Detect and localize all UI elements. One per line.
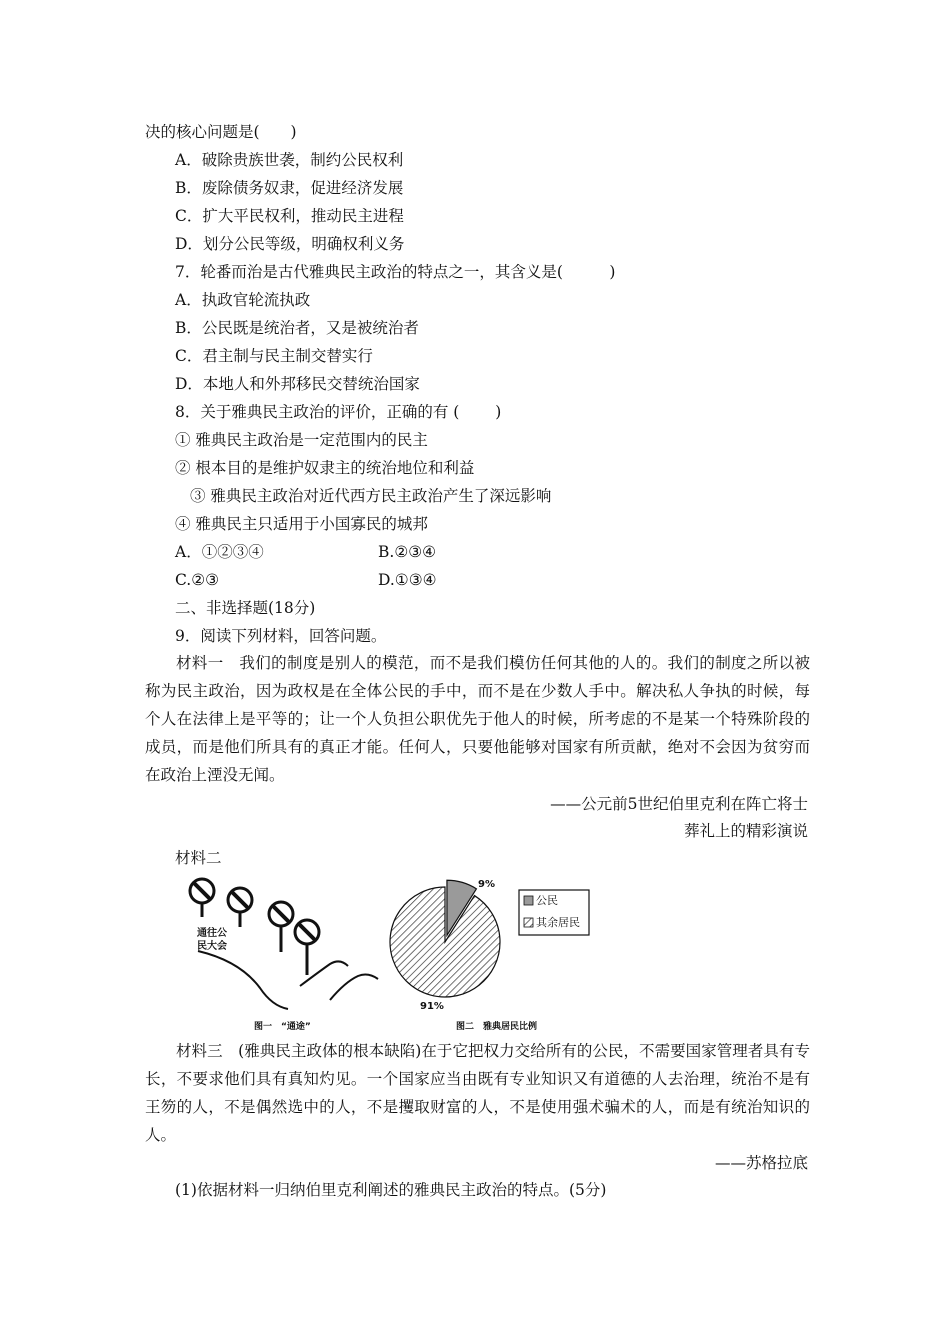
section-heading: 二、非选择题(18分) [175,599,316,617]
fig1-sign-text-line-2: 民大会 [197,941,227,952]
fig2-pie-chart [390,880,500,997]
question-6-option-a: A．破除贵族世袭，制约公民权利 [175,151,404,169]
question-8-option-d: D.①③④ [378,571,437,589]
question-8-statement-2: ② 根本目的是维护奴隶主的统治地位和利益 [175,459,475,477]
question-8-option-c: C.②③ [175,571,220,589]
question-6-option-c: C．扩大平民权利，推动民主进程 [175,207,404,225]
question-7-stem: 7．轮番而治是古代雅典民主政治的特点之一，其含义是( ) [175,263,616,281]
question-9-stem: 9．阅读下列材料，回答问题。 [175,627,387,645]
pie-label-others: 91% [420,1001,444,1012]
legend-label-citizens: 公民 [536,894,558,907]
fig2-caption: 图二 雅典居民比例 [456,1022,538,1032]
signpost-1 [190,879,214,917]
question-8-statement-3: ③ 雅典民主政治对近代西方民主政治产生了深远影响 [190,487,552,505]
question-8-option-a: A．①②③④ [175,543,264,561]
question-6-option-d: D．划分公民等级，明确权利义务 [175,235,405,253]
question-9-part-1: (1)依据材料一归纳伯里克利阐述的雅典民主政治的特点。(5分) [175,1181,607,1199]
question-7-option-c: C．君主制与民主制交替实行 [175,347,373,365]
pie-slice-others [390,887,500,997]
question-8-statement-1: ① 雅典民主政治是一定范围内的民主 [175,431,428,449]
question-7-option-a: A．执政官轮流执政 [175,291,311,309]
pie-label-citizens: 9% [478,879,495,890]
legend-swatch-others [524,918,533,927]
signpost-4 [295,920,319,975]
material-1-source-line-2: 葬礼上的精彩演说 [683,822,808,840]
material-3-paragraph: 材料三 (雅典民主政体的根本缺陷)在于它把权力交给所有的公民，不需要国家管理者具有专长，不要求他们具有真知灼见。一个国家应当由既有专业知识又有道德的人去治理，统治不是有王笏的人，不是偶然选中的人，不是攫取财富的人，不是使用强术骗术的人，而是有统治知识的人。 [145,1042,810,1144]
material-2-label: 材料二 [175,849,222,867]
question-7-option-d: D．本地人和外邦移民交替统治国家 [175,375,420,393]
material-1-source-line-1: ——公元前5世纪伯里克利在阵亡将士 [550,795,808,813]
question-8-option-b: B.②③④ [378,543,437,561]
signpost-3 [269,902,293,952]
material-2-figures [180,866,610,1038]
question-7-option-b: B．公民既是统治者，又是被统治者 [175,319,419,337]
fig2-legend [519,890,589,935]
legend-swatch-citizens [524,896,533,905]
fig1-caption: 图一 “通途” [254,1022,311,1032]
material-1-paragraph: 材料一 我们的制度是别人的模范，而不是我们模仿任何其他的人的。我们的制度之所以被称为民主政治，因为政权是在全体公民的手中，而不是在少数人手中。解决私人争执的时候，每个人在法律上是平等的；让一个人负担公职优先于他人的时候，所考虑的不是某一个特殊阶段的成员，而是他们所具有的真正才能。任何人，只要他能够对国家有所贡献，绝对不会因为贫穷而在政治上湮没无闻。 [145,654,810,784]
material-3-source: ——苏格拉底 [714,1154,808,1172]
question-6-stem: 决的核心问题是( ) [145,123,297,141]
signpost-2 [228,888,252,927]
question-8-stem: 8．关于雅典民主政治的评价，正确的有 ( ) [175,403,502,421]
question-8-statement-4: ④ 雅典民主只适用于小国寡民的城邦 [175,515,428,533]
fig1-sign-text-line-1: 通往公 [197,928,227,939]
question-6-option-b: B．废除债务奴隶，促进经济发展 [175,179,404,197]
legend-label-others: 其余居民 [536,916,580,929]
